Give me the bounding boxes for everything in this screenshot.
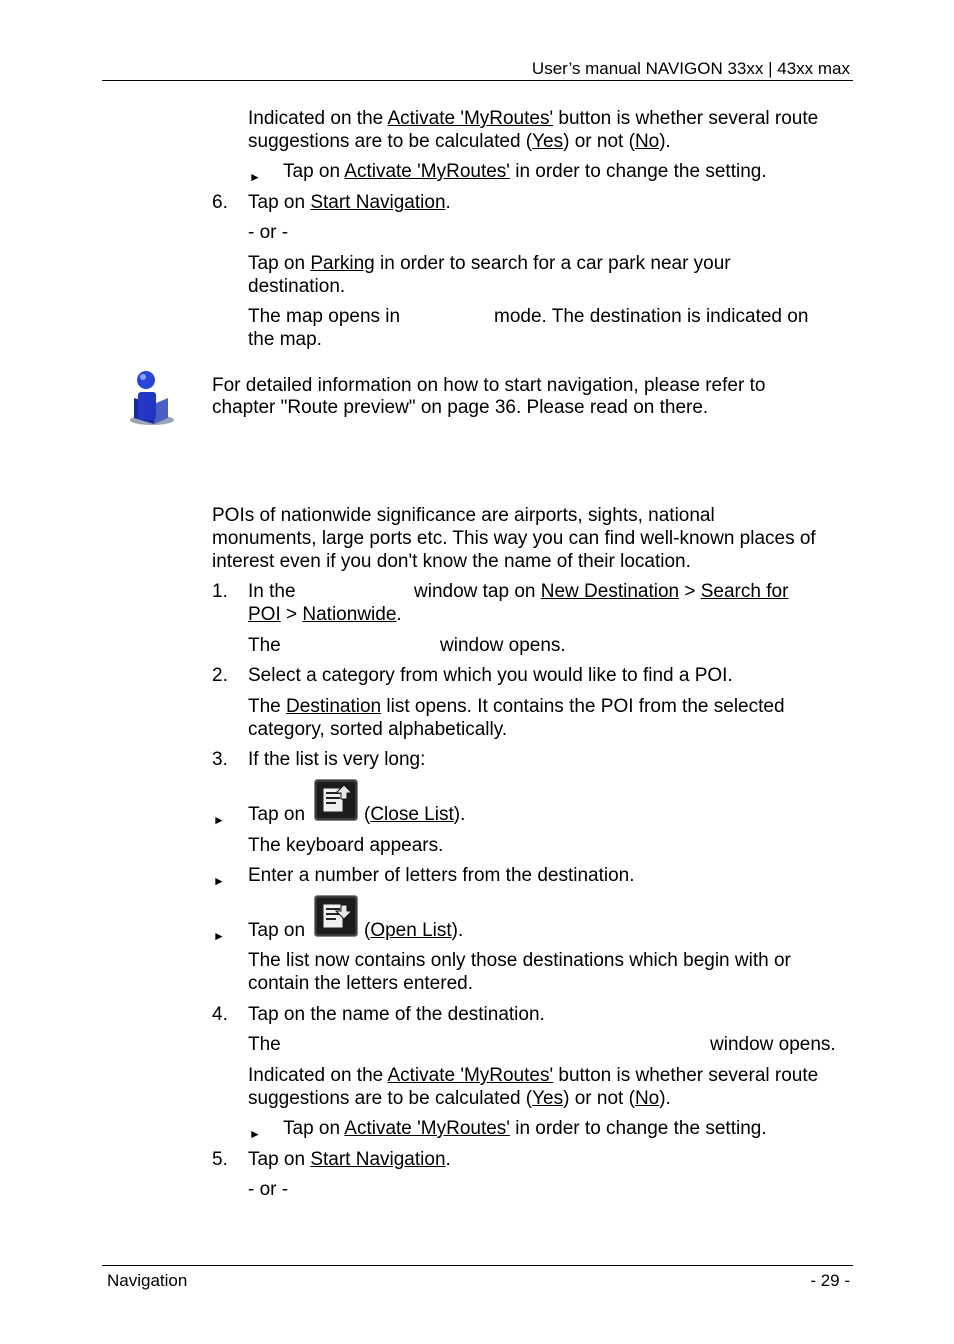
poi-intro-line2: monuments, large ports etc. This way you can find well-known places of [212, 528, 816, 549]
open-list-tap: Tap on [248, 920, 306, 941]
close-list-label: (Close List). [364, 804, 466, 825]
myroutes-paragraph-line2: suggestions are to be calculated (Yes) or not (No). [248, 1088, 671, 1109]
list-now-line1: The list now contains only those destinations which begin with or [248, 950, 791, 971]
page-number: - 29 - [810, 1271, 850, 1290]
close-list-link[interactable]: Close List [370, 804, 454, 825]
map-opens-b: mode. The destination is indicated on [494, 306, 809, 327]
header-rule [102, 80, 853, 81]
enter-letters: Enter a number of letters from the destination. [248, 865, 635, 886]
footer-rule [102, 1265, 853, 1266]
myroutes-paragraph-line2: suggestions are to be calculated (Yes) or not (No). [248, 131, 671, 152]
close-list-icon[interactable] [314, 779, 358, 821]
activate-myroutes-link[interactable]: Activate 'MyRoutes' [344, 161, 510, 182]
open-list-label: (Open List). [364, 920, 464, 941]
step1-a: In the [248, 581, 296, 602]
parking-link[interactable]: Parking [310, 253, 375, 274]
myroutes-paragraph-line1: Indicated on the Activate 'MyRoutes' button is whether several route [248, 108, 819, 129]
open-list-link[interactable]: Open List [370, 920, 452, 941]
parking-line2: destination. [248, 276, 346, 297]
no-option[interactable]: No [634, 1088, 660, 1109]
step-start-navigation: Tap on Start Navigation. [248, 1149, 451, 1170]
step2-result-line1: The Destination list opens. It contains the POI from the selected [248, 696, 785, 717]
step1-b: window tap on New Destination > Search for [414, 581, 789, 602]
footer-section: Navigation [107, 1271, 188, 1290]
bullet-change-setting: Tap on Activate 'MyRoutes' in order to change the setting. [283, 1118, 767, 1139]
step4-result-b: window opens. [710, 1034, 836, 1055]
or-separator: - or - [248, 222, 289, 243]
keyboard-appears: The keyboard appears. [248, 835, 444, 856]
close-list-tap: Tap on [248, 804, 306, 825]
new-destination-link[interactable]: New Destination [540, 581, 680, 602]
triangle-bullet-icon: ► [249, 170, 261, 184]
no-option[interactable]: No [634, 131, 660, 152]
step4-text: Tap on the name of the destination. [248, 1004, 545, 1025]
activate-myroutes-link[interactable]: Activate 'MyRoutes' [344, 1118, 510, 1139]
step-number: 3. [212, 749, 228, 770]
open-list-icon[interactable] [314, 895, 358, 937]
step-start-navigation: Tap on Start Navigation. [248, 192, 451, 213]
triangle-bullet-icon: ► [213, 929, 225, 943]
step-number: 6. [212, 192, 228, 213]
or-separator: - or - [248, 1179, 289, 1200]
step-number: 5. [212, 1149, 228, 1170]
step2-result-line2: category, sorted alphabetically. [248, 719, 508, 740]
triangle-bullet-icon: ► [213, 813, 225, 827]
destination-link[interactable]: Destination [286, 696, 382, 717]
start-navigation-link[interactable]: Start Navigation [310, 192, 446, 213]
step-number: 4. [212, 1004, 228, 1025]
myroutes-paragraph-line1: Indicated on the Activate 'MyRoutes' button is whether several route [248, 1065, 819, 1086]
step-number: 1. [212, 581, 228, 602]
map-opens-a: The map opens in [248, 306, 401, 327]
bullet-change-setting: Tap on Activate 'MyRoutes' in order to change the setting. [283, 161, 767, 182]
activate-myroutes-link[interactable]: Activate 'MyRoutes' [387, 108, 554, 129]
step2-text: Select a category from which you would like to find a POI. [248, 665, 733, 686]
nationwide-link[interactable]: Nationwide [302, 604, 397, 625]
step3-text: If the list is very long: [248, 749, 426, 770]
yes-option[interactable]: Yes [532, 131, 564, 152]
parking-line1: Tap on Parking in order to search for a car park near your [248, 253, 731, 274]
poi-intro-line3: interest even if you don't know the name of their location. [212, 551, 691, 572]
map-opens-c: the map. [248, 329, 322, 350]
info-line2: chapter "Route preview" on page 36. Please read on there. [212, 397, 709, 418]
search-for-poi-link-cont[interactable]: POI [248, 604, 281, 625]
search-for-poi-link[interactable]: Search for [700, 581, 789, 602]
info-line1: For detailed information on how to start navigation, please refer to [212, 375, 766, 396]
activate-myroutes-link[interactable]: Activate 'MyRoutes' [387, 1065, 554, 1086]
start-navigation-link[interactable]: Start Navigation [310, 1149, 446, 1170]
header-title: User’s manual NAVIGON 33xx | 43xx max [531, 59, 850, 78]
triangle-bullet-icon: ► [213, 874, 225, 888]
step1-result-a: The [248, 635, 281, 656]
triangle-bullet-icon: ► [249, 1127, 261, 1141]
step-number: 2. [212, 665, 228, 686]
step1-line2: POI > Nationwide. [248, 604, 402, 625]
info-person-icon [124, 368, 176, 428]
yes-option[interactable]: Yes [532, 1088, 564, 1109]
list-now-line2: contain the letters entered. [248, 973, 473, 994]
poi-intro-line1: POIs of nationwide significance are airports, sights, national [212, 505, 715, 526]
step4-result-a: The [248, 1034, 281, 1055]
step1-result-b: window opens. [440, 635, 566, 656]
